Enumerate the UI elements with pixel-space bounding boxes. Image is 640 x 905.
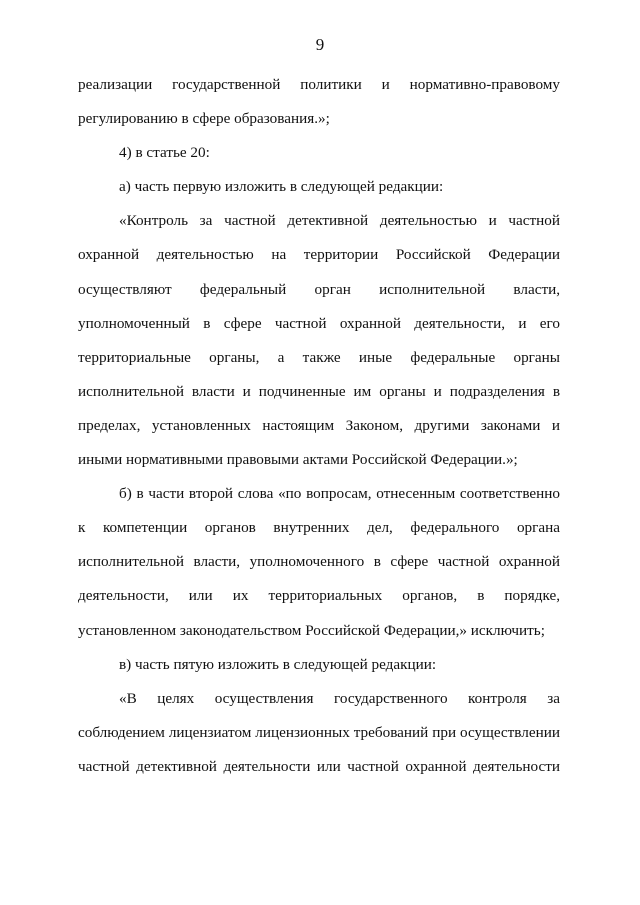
paragraph-subitem-a: а) часть первую изложить в следующей редакции: [119, 178, 444, 196]
paragraph-quoted-part-one: «Контроль за частной детективной деятельностью и частной охранной деятельностью на территории Российской Федерации осуществляют федеральный орган исполнительной власти, уполномоченный в сфере частной охранной деятельности, и его территориальные органы, а также иные федеральные органы исполнительной власти и подчиненные им органы и подразделения в пределах, установленных настоящим Законом, другими законами и иными нормативными правовыми актами Российской Федерации.»; [78, 212, 560, 469]
paragraph-item-4: 4) в статье 20: [119, 144, 210, 162]
paragraph-quoted-part-five: «В целях осуществления государственного контроля за соблюдением лицензиатом лицензионных требований при осуществлении частной детективной деятельности или частной охранной деятельности [78, 689, 560, 775]
document-body [78, 68, 560, 784]
paragraph-continuation: реализации государственной политики и нормативно-правовому регулированию в сфере образования.»; [78, 76, 560, 128]
page-number: 9 [315, 35, 325, 54]
paragraph-subitem-b: б) в части второй слова «по вопросам, отнесенным соответственно к компетенции органов внутренних дел, федерального органа исполнительной власти, уполномоченного в сфере частной охранной деятельности, или их территориальных органов, в порядке, установленном законодательством Российской Федерации,» исключить; [78, 485, 560, 639]
paragraph-subitem-v: в) часть пятую изложить в следующей редакции: [119, 655, 437, 673]
